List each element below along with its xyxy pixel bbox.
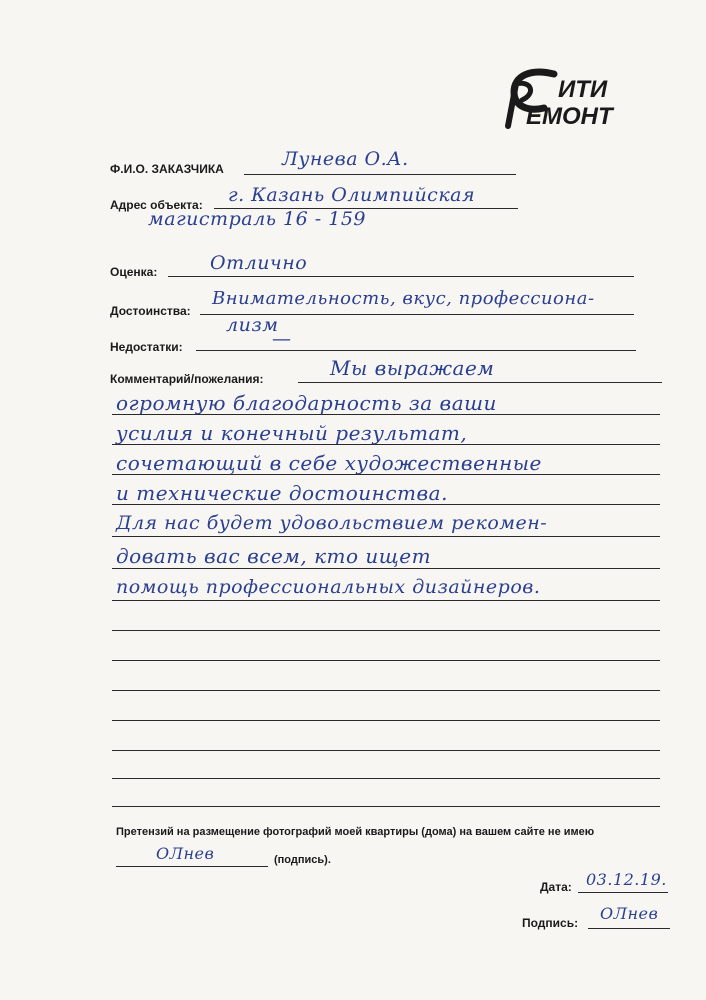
- sign-line: [588, 928, 670, 929]
- rating-line: [168, 276, 634, 277]
- comment-label: Комментарий/пожелания:: [110, 372, 264, 386]
- sign-label: Подпись:: [522, 916, 579, 930]
- consent-signature: ОЛнев: [156, 844, 215, 863]
- cons-value: —: [272, 328, 292, 350]
- logo-text-bottom: ЕМОНТ: [526, 103, 613, 130]
- comment-line-11: [112, 720, 660, 721]
- pros-value-1: Внимательность, вкус, профессиона-: [212, 288, 595, 309]
- cons-label: Недостатки:: [110, 340, 183, 354]
- comment-text-2: усилия и конечный результат,: [116, 421, 468, 445]
- rating-value: Отлично: [210, 252, 308, 274]
- comment-text-6: довать вас всем, кто ищет: [116, 544, 432, 568]
- comment-line-7: [112, 600, 660, 601]
- comment-line-6: [112, 568, 660, 569]
- consent-signature-caption: (подпись).: [274, 854, 331, 866]
- consent-signature-line: [116, 866, 268, 867]
- date-line: [578, 892, 668, 893]
- cons-line: [196, 350, 636, 351]
- date-value: 03.12.19.: [586, 870, 667, 889]
- company-logo: [500, 64, 660, 130]
- address-value-1: г. Казань Олимпийская: [228, 184, 476, 206]
- pros-value-2: лизм: [226, 314, 279, 336]
- comment-line-8: [112, 630, 660, 631]
- sign-value: ОЛнев: [600, 904, 659, 923]
- rating-label: Оценка:: [110, 265, 158, 279]
- logo-mark: [500, 64, 660, 130]
- comment-line-5: [112, 536, 660, 537]
- logo-text-top: ИТИ: [558, 76, 608, 103]
- customer-label: Ф.И.О. ЗАКАЗЧИКА: [110, 162, 224, 176]
- comment-line-9: [112, 660, 660, 661]
- date-label: Дата:: [540, 880, 572, 894]
- comment-line-13: [112, 778, 660, 779]
- customer-value: Лунева О.А.: [282, 148, 409, 170]
- comment-text-4: и технические достоинства.: [116, 481, 448, 505]
- address-value-2: магистраль 16 - 159: [148, 208, 366, 230]
- comment-line-0: [298, 382, 662, 383]
- comment-text-3: сочетающий в себе художественные: [116, 451, 542, 475]
- comment-line-12: [112, 750, 660, 751]
- comment-text-1: огромную благодарность за ваши: [116, 391, 497, 415]
- comment-text-5: Для нас будет удовольствием рекомен-: [116, 512, 548, 534]
- comment-line-10: [112, 690, 660, 691]
- pros-label: Достоинства:: [110, 304, 191, 318]
- customer-line: [244, 174, 516, 175]
- comment-text-0: Мы выражаем: [330, 356, 495, 380]
- consent-text: Претензий на размещение фотографий моей квартиры (дома) на вашем сайте не имею: [116, 826, 595, 838]
- comment-line-14: [112, 806, 660, 807]
- comment-text-7: помощь профессиональных дизайнеров.: [116, 576, 541, 598]
- address-label: Адрес объекта:: [110, 198, 203, 212]
